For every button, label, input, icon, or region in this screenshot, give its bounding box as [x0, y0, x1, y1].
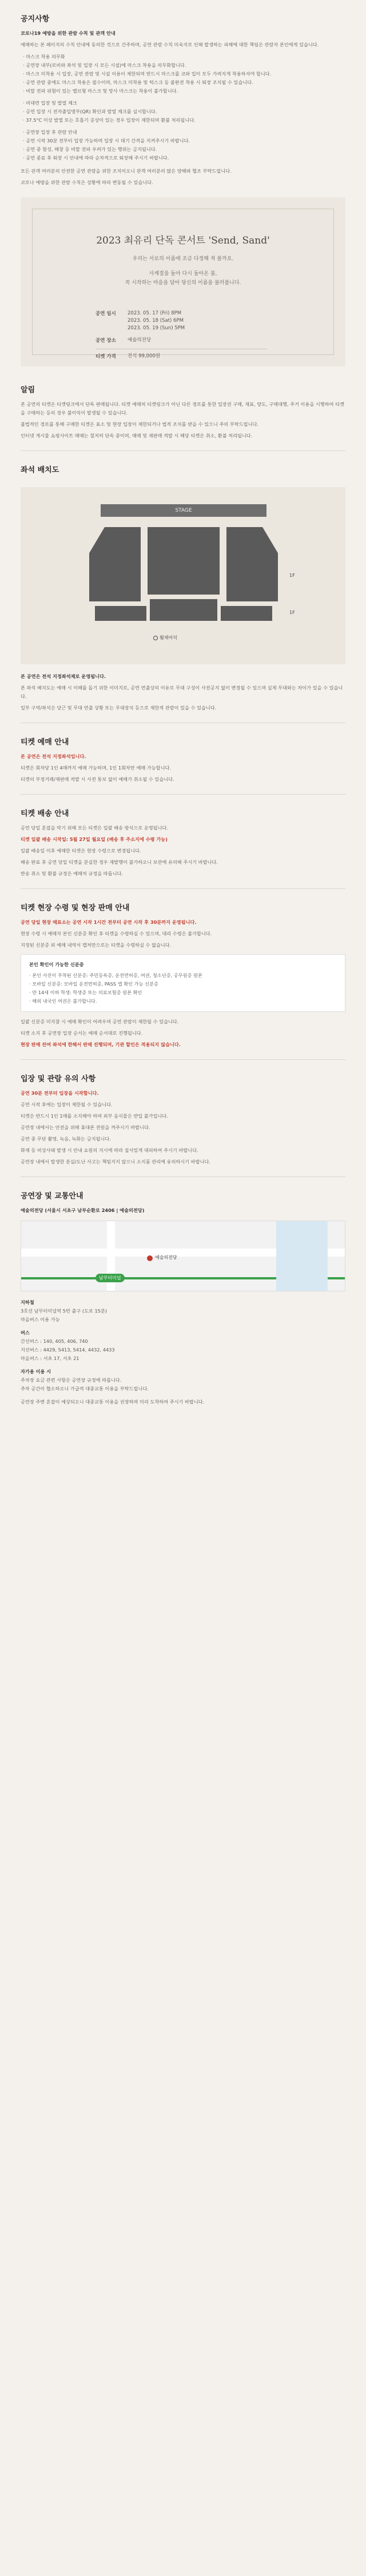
seatmap-title: 좌석 배치도	[21, 466, 59, 474]
id-box-title: 본인 확인이 가능한 신분증	[29, 962, 84, 967]
delivery-line-2: 티켓 일괄 배송 시작일: 5월 27일 월요일 (배송 후 주소지에 수령 가능)	[21, 836, 168, 842]
ticket-sale-section	[0, 723, 366, 795]
ticket-sale-body	[21, 752, 345, 784]
seat-block-left	[89, 527, 141, 601]
id-box	[21, 954, 345, 1012]
entry-line-2: 공연 시작 후에는 입장이 제한될 수 있습니다.	[21, 1102, 113, 1107]
notice-outro	[21, 167, 345, 187]
notice-item: · 비대면 입장 및 발열 체크	[23, 99, 345, 107]
location-title: 공연장 및 교통안내	[21, 1192, 83, 1201]
concert-dates	[128, 310, 185, 332]
map-river	[276, 1221, 328, 1291]
notice-item: · 37.5°C 이상 발열 또는 호흡기 증상이 있는 경우 입장이 제한되며 환불 처리됩니다.	[23, 116, 345, 125]
concert-card-frame	[32, 209, 334, 360]
entry-section	[0, 1060, 366, 1177]
notice-item: · 마스크 착용 의무화	[23, 53, 345, 61]
notes-section	[0, 366, 366, 451]
id-box-item: · 해외 내국인 여권은 불가합니다.	[29, 997, 337, 1006]
notice-heading: 코로나19 예방을 위한 관람 수칙 및 관객 안내	[21, 30, 116, 36]
location-transport	[21, 1298, 345, 1406]
notes-p2: 불법적인 경로를 통해 구매한 티켓은 표소 및 현장 입장이 제한되거나 법적 조치를 받을 수 있으니 주의 부탁드립니다.	[21, 421, 258, 427]
concert-info	[96, 310, 267, 365]
legend-label: 휠체어석	[160, 635, 177, 640]
notice-item: · 공연 시작 30분 전부터 입장 가능하며 입장 시 대기 간격을 지켜주시기 바랍니다.	[23, 137, 345, 145]
seatmap-captions	[0, 664, 366, 723]
entry-line-7: 공연장 내에서 발생한 분실/도난 사고는 책임지지 않으니 소지품 관리에 유의하시기 바랍니다.	[21, 1159, 210, 1165]
bus-2: 지선버스 : 4429, 5413, 5414, 4432, 4433	[21, 1347, 115, 1353]
stage: STAGE	[101, 504, 266, 517]
notice-item: · 공연 종료 후 퇴장 시 안내에 따라 순차적으로 퇴장해 주시기 바랍니다.	[23, 154, 345, 162]
onsite-body	[21, 918, 345, 950]
notes-body	[21, 400, 345, 440]
notice-item: · 공연 중 함성, 떼창 등 비말 전파 우려가 있는 행위는 금지됩니다.	[23, 145, 345, 154]
entry-line-4: 공연장 내에서는 안전을 위해 휴대폰 전원을 꺼주시기 바랍니다.	[21, 1124, 150, 1130]
delivery-line-3: 일괄 배송일 이후 예매한 티켓은 현장 수령으로 변경됩니다.	[21, 848, 141, 854]
wheelchair-icon	[153, 636, 158, 640]
notice-item: · 마스크 미착용 시 입장, 공연 관람 및 시설 이용이 제한되며 반드시 마스크를 코와 입이 모두 가려지게 착용하셔야 합니다.	[23, 70, 345, 78]
entry-line-1: 공연 30분 전부터 입장을 시작합니다.	[21, 1090, 99, 1096]
location-details	[0, 1291, 366, 1406]
bus-title: 버스	[21, 1330, 30, 1335]
map-station-label: 남부터미널	[96, 1274, 125, 1282]
notice-outro-2: 코로나 예방을 위한 관람 수칙은 상황에 따라 변동될 수 있습니다.	[21, 180, 153, 185]
delivery-line-4: 배송 완료 후 공연 당일 티켓을 분실한 경우 재발행이 불가하오니 보관에 유의해 주시기 바랍니다.	[21, 859, 218, 865]
onsite-line-3: 지정된 신분증 외 예매 내역서 캡처만으로는 티켓을 수령하실 수 없습니다.	[21, 942, 172, 948]
seatmap-caption-2: 본 좌석 배치도는 예매 시 이해를 돕기 위한 이미지로, 공연 연출상의 이유로 무대 구성이 사전공지 없이 변경될 수 있으며 실제 무대와는 차이가 있을 수 있습니다.	[21, 685, 343, 699]
location-closing: 공연장 주변 혼잡이 예상되오니 대중교통 이용을 권장하며 미리 도착하여 주시기 바랍니다.	[21, 1399, 205, 1405]
notice-section	[0, 0, 366, 187]
location-section	[0, 1177, 366, 1215]
notice-item: · 공연장 입장 후 관람 안내	[23, 128, 345, 137]
notice-outro-1: 모든 관객 여러분의 안전한 공연 관람을 위한 조치이오니 관객 여러분의 많은 양해와 협조 부탁드립니다.	[21, 168, 232, 174]
notice-list	[23, 53, 345, 162]
onsite-line-4: 일괄 신분증 미지참 시 예매 확인이 어려우며 공연 관람이 제한될 수 있습니다.	[21, 1019, 179, 1024]
notice-item: · 비말 전파 위험이 있는 밸브형 마스크 및 망사 마스크는 착용이 불가합니다.	[23, 87, 345, 95]
notice-body	[21, 29, 345, 49]
entry-line-5: 공연 중 무단 촬영, 녹음, 녹화는 금지됩니다.	[21, 1136, 111, 1142]
onsite-line-2: 현장 수령 시 예매자 본인 신분증 확인 후 티켓을 수령하실 수 있으며, 대리 수령은 불가합니다.	[21, 931, 212, 936]
seatmap-section	[0, 451, 366, 480]
seat-block-rear-right	[221, 606, 272, 621]
notes-title: 알림	[21, 386, 35, 394]
concert-date-3: 2023. 05. 19 (Sun) 5PM	[128, 325, 185, 331]
delivery-section	[0, 795, 366, 889]
concert-subtitle	[33, 254, 333, 288]
map-pin-icon	[147, 1255, 153, 1261]
concert-venue-label: 공연 장소	[96, 338, 116, 344]
bus-3: 마을버스 : 서초 17, 서초 21	[21, 1355, 79, 1361]
onsite-line-6: 현장 판매 잔여 좌석에 한해서 판매 진행되며, 기관 할인은 적용되지 않습니다.	[21, 1042, 181, 1047]
ticket-sale-title: 티켓 예매 안내	[21, 738, 69, 747]
onsite-title: 티켓 현장 수령 및 현장 판매 안내	[21, 904, 130, 912]
onsite-section	[0, 889, 366, 1060]
id-box-item: · 만 14세 이하 학생: 학생증 또는 의료보험증 원본 확인	[29, 988, 337, 997]
delivery-line-5: 반송 취소 및 환불 규정은 예매처 규정을 따릅니다.	[21, 871, 124, 876]
parking-title: 자가용 이용 시	[21, 1369, 51, 1374]
delivery-line-1: 공연 당일 혼잡을 막기 위해 모든 티켓은 일괄 배송 방식으로 운영됩니다.	[21, 825, 168, 831]
ticket-sale-line-3: 티켓의 부정거래/재판매 적발 시 사전 통보 없이 예매가 취소될 수 있습니다.	[21, 776, 174, 782]
subway-2: 마을버스 이용 가능	[21, 1317, 60, 1322]
delivery-title: 티켓 배송 안내	[21, 810, 69, 818]
concert-sub-2: 사계절을 돌아 다시 돌아온 봄,	[149, 271, 217, 277]
concert-sub-1: 우리는 서로의 이름에 조금 다정해 져 볼까요.	[132, 256, 234, 262]
entry-line-6: 화재 등 비상사태 발생 시 안내 요원의 지시에 따라 질서있게 대피하여 주시기 바랍니다.	[21, 1147, 198, 1153]
seatmap-legend	[153, 635, 177, 641]
map-venue-label: 예술의전당	[155, 1255, 177, 1260]
seatmap-caption-1: 본 공연은 전석 지정좌석제로 운영됩니다.	[21, 673, 106, 679]
id-box-item: · 모바일 신분증: 모바일 운전면허증, PASS 앱 확인 가능 신분증	[29, 980, 337, 988]
notice-title: 공지사항	[21, 15, 50, 23]
concert-date-2: 2023. 05. 18 (Sat) 6PM	[128, 318, 184, 324]
id-box-list	[29, 971, 337, 1006]
concert-venue: 예술의전당	[128, 337, 152, 343]
notice-item: · 공연장 내부(로비와 좌석 및 입장 시 모든 시설)에 마스크 착용을 의무화합니다.	[23, 61, 345, 70]
concert-date-1: 2023. 05. 17 (Fri) 8PM	[128, 310, 182, 316]
delivery-body	[21, 824, 345, 878]
location-venue-line: 예술의전당 (서울시 서초구 남부순환로 2406 | 예술의전당)	[21, 1207, 145, 1213]
seat-block-rear-center	[150, 599, 217, 621]
parking-2: 주차 공간이 협소하오니 가급적 대중교통 이용을 부탁드립니다.	[21, 1386, 149, 1391]
subway-title: 지하철	[21, 1299, 34, 1305]
seatmap-caption-3: 일부 구역/좌석은 당근 및 무대 연출 상황 또는 무대장치 등으로 제한적 관람이 있을 수 있습니다.	[21, 705, 217, 711]
seat-block-rear-left	[95, 606, 146, 621]
concert-price-label: 티켓 가격	[96, 354, 116, 360]
notes-p3: 인터넷 게시물 쇼핑사이트 매매는 철저히 단속 중이며, 매매 및 재판매 적발 시 해당 티켓은 취소, 환불 처리됩니다.	[21, 433, 253, 438]
ticket-sale-line-2: 티켓은 회차당 1인 4매까지 예매 가능하며, 1인 1회차만 예매 가능합니다.	[21, 765, 172, 771]
notice-intro: 예매하는 본 페이지의 수칙 안내에 동의한 것으로 간주하며, 공연 관람 수칙 미숙지로 인해 발생하는 피해에 대한 책임은 관람자 본인에게 있습니다.	[21, 42, 319, 47]
concert-price-row	[96, 349, 267, 360]
floor-label-1f: 1F	[289, 573, 295, 578]
notice-item: · 공연 입장 시 전자출입명부(QR) 확인과 발열 체크를 실시합니다.	[23, 107, 345, 116]
seatmap-image	[21, 487, 345, 664]
onsite-line-5: 티켓 소지 후 공연장 입장 순서는 예매 순서대로 진행됩니다.	[21, 1030, 143, 1036]
parking-1: 주차장 요금 관련 사항은 공연장 규정에 따릅니다.	[21, 1377, 122, 1383]
onsite-body-2	[21, 1018, 345, 1049]
entry-title: 입장 및 관람 유의 사항	[21, 1075, 96, 1083]
ticket-sale-line-1: 본 공연은 전석 지정좌석입니다.	[21, 753, 86, 759]
concert-title: 2023 최유리 단독 콘서트 'Send, Sand'	[96, 235, 270, 246]
concert-price: 전석 99,000원	[128, 353, 161, 359]
bus-1: 간선버스 : 140, 405, 406, 740	[21, 1338, 88, 1344]
location-map	[21, 1221, 345, 1291]
subway-1: 3호선 남부터미널역 5번 출구 (도보 15분)	[21, 1308, 107, 1314]
entry-line-3: 티켓은 반드시 1인 1매를 소지해야 하며 외부 음식물은 반입 불가입니다.	[21, 1113, 168, 1119]
seat-block-center	[148, 527, 220, 595]
entry-body	[21, 1089, 345, 1166]
concert-venue-row	[96, 337, 267, 344]
id-box-item: · 본인 사진이 부착된 신분증: 주민등록증, 운전면허증, 여권, 청소년증, 공무원증 원본	[29, 971, 337, 980]
seatmap-caption-body	[21, 672, 345, 712]
concert-date-label: 공연 일시	[96, 311, 116, 317]
concert-date-row	[96, 310, 267, 332]
onsite-line-1: 공연 당일 현장 매표소는 공연 시작 1시간 전부터 공연 시작 후 30분까지 운영됩니다.	[21, 919, 197, 925]
concert-sub-3: 꼭 시작하는 마음을 담아 당신의 이름을 불러봅니다.	[125, 280, 241, 286]
notice-item: · 공연 관람 중에도 마스크 착용은 필수이며, 마스크 미착용 및 턱스크 등 불완전 착용 시 퇴장 조치될 수 있습니다.	[23, 78, 345, 87]
concert-card	[21, 197, 345, 366]
floor-label-1f-right: 1F	[289, 610, 295, 615]
seat-block-right	[226, 527, 278, 601]
notes-p1: 본 공연의 티켓은 티켓링크에서 단독 판매됩니다. 티켓 예매처 티켓링크가 아닌 다른 경로를 통한 입장권 구매, 재표, 양도, 구매대행, 주거 이용을 시행하여 티켓을 구매하는 등의 경우 불이익이 발생될 수 있습니다.	[21, 401, 344, 416]
